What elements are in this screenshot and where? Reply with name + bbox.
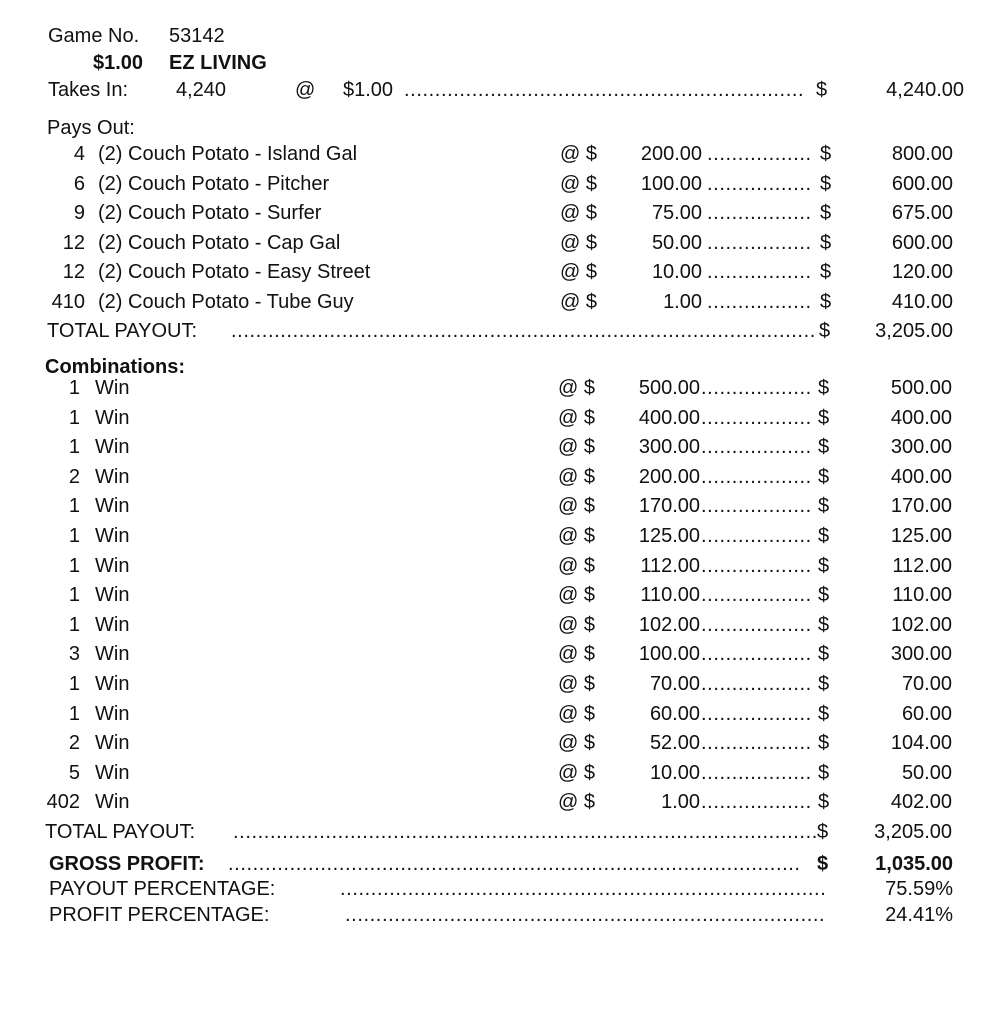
payout-total-label: TOTAL PAYOUT: xyxy=(47,320,198,342)
payout-total: 600.00 xyxy=(891,172,953,195)
combination-description: Win xyxy=(95,584,130,607)
combinations-total-currency: $ xyxy=(817,821,829,843)
combination-total: 60.00 xyxy=(901,702,952,725)
leader-dots xyxy=(707,203,811,223)
combination-count: 1 xyxy=(68,377,80,399)
leader-dots xyxy=(404,80,806,100)
takes-in-price: $1.00 xyxy=(343,79,394,101)
payout-count: 12 xyxy=(62,261,85,284)
payout-currency: $ xyxy=(820,143,832,165)
combination-total: 400.00 xyxy=(890,465,952,488)
combination-price: 60.00 xyxy=(649,702,700,725)
payout-description: (2) Couch Potato - Easy Street xyxy=(98,261,371,284)
pays-out-label: Pays Out: xyxy=(47,117,135,139)
payout-currency: $ xyxy=(820,172,832,195)
leader-dots xyxy=(701,733,811,753)
combination-description: Win xyxy=(95,554,130,577)
payout-count: 9 xyxy=(73,202,85,225)
combination-count: 5 xyxy=(68,761,80,784)
combination-total: 70.00 xyxy=(901,673,952,695)
combination-description: Win xyxy=(95,643,130,666)
combination-total: 110.00 xyxy=(892,584,952,607)
payout-at: @ $ xyxy=(560,172,597,195)
game-name: EZ LIVING xyxy=(169,52,267,74)
combination-count: 402 xyxy=(46,791,80,814)
combination-total: 50.00 xyxy=(901,761,952,784)
payout-at: @ $ xyxy=(560,261,597,284)
payout-at: @ $ xyxy=(560,231,597,254)
combination-description: Win xyxy=(95,613,130,636)
combination-total: 170.00 xyxy=(890,495,952,518)
payout-description: (2) Couch Potato - Island Gal xyxy=(98,143,358,165)
combination-count: 1 xyxy=(68,673,80,695)
combination-price: 170.00 xyxy=(638,495,700,518)
payout-total: 120.00 xyxy=(891,261,953,284)
combination-at: @ $ xyxy=(558,643,595,666)
combination-currency: $ xyxy=(818,761,830,784)
leader-dots xyxy=(701,378,811,398)
combination-at: @ $ xyxy=(558,465,595,488)
payout-at: @ $ xyxy=(560,291,597,313)
combination-description: Win xyxy=(95,377,130,399)
takes-in-at: @ xyxy=(295,79,316,101)
game-no-label: Game No. xyxy=(48,25,140,47)
payout-total: 410.00 xyxy=(891,291,953,313)
combination-description: Win xyxy=(95,673,130,695)
combination-price: 10.00 xyxy=(649,761,700,784)
combination-total: 402.00 xyxy=(890,791,952,814)
combination-description: Win xyxy=(95,791,130,814)
combination-count: 1 xyxy=(68,406,80,429)
gross-profit: 1,035.00 xyxy=(875,853,953,875)
payout-price: 10.00 xyxy=(651,261,702,284)
combination-total: 125.00 xyxy=(890,525,952,547)
leader-dots xyxy=(707,292,811,312)
payout-at: @ $ xyxy=(560,202,597,225)
payout-at: @ $ xyxy=(560,143,597,165)
combination-currency: $ xyxy=(818,377,830,399)
combination-at: @ $ xyxy=(558,761,595,784)
combination-currency: $ xyxy=(818,613,830,636)
leader-dots xyxy=(701,556,811,576)
payout-percentage-label: PAYOUT PERCENTAGE: xyxy=(49,878,276,900)
combination-currency: $ xyxy=(818,673,830,695)
combination-at: @ $ xyxy=(558,613,595,636)
payout-total-currency: $ xyxy=(819,320,831,342)
leader-dots xyxy=(701,644,811,664)
leader-dots xyxy=(345,905,827,925)
combination-count: 1 xyxy=(68,436,80,459)
game-price: $1.00 xyxy=(93,52,144,74)
combination-total: 300.00 xyxy=(890,643,952,666)
payout-price: 50.00 xyxy=(651,231,702,254)
combinations-label: Combinations: xyxy=(45,356,185,378)
leader-dots xyxy=(701,437,811,457)
payout-total: 600.00 xyxy=(891,231,953,254)
gross-profit-currency: $ xyxy=(817,853,829,875)
leader-dots xyxy=(701,585,811,605)
leader-dots xyxy=(707,262,811,282)
leader-dots xyxy=(701,763,811,783)
combination-at: @ $ xyxy=(558,673,595,695)
combination-count: 1 xyxy=(68,495,80,518)
combination-price: 70.00 xyxy=(649,673,700,695)
profit-percentage: 24.41% xyxy=(885,904,953,926)
combination-currency: $ xyxy=(818,525,830,547)
payout-currency: $ xyxy=(820,291,832,313)
combination-description: Win xyxy=(95,465,130,488)
combination-total: 400.00 xyxy=(890,406,952,429)
combination-count: 1 xyxy=(68,554,80,577)
combination-total: 500.00 xyxy=(890,377,952,399)
combination-price: 110.00 xyxy=(640,584,700,607)
combination-price: 200.00 xyxy=(638,465,700,488)
leader-dots xyxy=(701,467,811,487)
combination-total: 104.00 xyxy=(890,732,952,755)
combination-total: 102.00 xyxy=(890,613,952,636)
combination-price: 1.00 xyxy=(661,791,700,814)
combination-at: @ $ xyxy=(558,554,595,577)
combination-price: 400.00 xyxy=(638,406,700,429)
leader-dots xyxy=(707,144,811,164)
combination-description: Win xyxy=(95,436,130,459)
combination-price: 52.00 xyxy=(649,732,700,755)
combination-at: @ $ xyxy=(558,377,595,399)
combination-currency: $ xyxy=(818,732,830,755)
game-no: 53142 xyxy=(169,25,225,47)
combination-description: Win xyxy=(95,761,130,784)
payout-price: 100.00 xyxy=(640,172,702,195)
combination-at: @ $ xyxy=(558,406,595,429)
combination-currency: $ xyxy=(818,643,830,666)
combination-total: 112.00 xyxy=(892,554,952,577)
combination-description: Win xyxy=(95,525,130,547)
combination-currency: $ xyxy=(818,436,830,459)
combination-description: Win xyxy=(95,406,130,429)
payout-description: (2) Couch Potato - Tube Guy xyxy=(98,291,354,313)
leader-dots xyxy=(701,674,811,694)
combinations-total: 3,205.00 xyxy=(874,821,952,843)
takes-in-label: Takes In: xyxy=(48,79,129,101)
payout-price: 200.00 xyxy=(640,143,702,165)
payout-description: (2) Couch Potato - Pitcher xyxy=(98,172,330,195)
leader-dots xyxy=(340,879,827,899)
leader-dots xyxy=(701,792,811,812)
combination-at: @ $ xyxy=(558,702,595,725)
payout-count: 4 xyxy=(73,143,85,165)
combination-description: Win xyxy=(95,495,130,518)
combination-at: @ $ xyxy=(558,732,595,755)
combination-at: @ $ xyxy=(558,436,595,459)
leader-dots xyxy=(701,704,811,724)
leader-dots xyxy=(701,526,811,546)
combination-count: 1 xyxy=(68,584,80,607)
payout-total: 800.00 xyxy=(891,143,953,165)
leader-dots xyxy=(701,408,811,428)
combination-at: @ $ xyxy=(558,791,595,814)
combination-price: 100.00 xyxy=(638,643,700,666)
leader-dots xyxy=(707,174,811,194)
combination-currency: $ xyxy=(818,495,830,518)
combination-total: 300.00 xyxy=(890,436,952,459)
combination-currency: $ xyxy=(818,791,830,814)
payout-currency: $ xyxy=(820,231,832,254)
gross-profit-label: GROSS PROFIT: xyxy=(49,853,205,875)
combination-currency: $ xyxy=(818,406,830,429)
combination-at: @ $ xyxy=(558,584,595,607)
takes-in-count: 4,240 xyxy=(176,79,227,101)
payout-count: 6 xyxy=(73,172,85,195)
combination-at: @ $ xyxy=(558,525,595,547)
combination-currency: $ xyxy=(818,465,830,488)
combination-price: 300.00 xyxy=(638,436,700,459)
leader-dots xyxy=(228,854,800,874)
combination-description: Win xyxy=(95,732,130,755)
takes-in-currency: $ xyxy=(816,79,828,101)
combination-count: 3 xyxy=(68,643,80,666)
combination-count: 2 xyxy=(68,465,80,488)
combination-price: 125.00 xyxy=(638,525,700,547)
payout-price: 75.00 xyxy=(651,202,702,225)
leader-dots xyxy=(701,496,811,516)
payout-total: 675.00 xyxy=(891,202,953,225)
payout-count: 410 xyxy=(51,291,85,313)
payout-total: 3,205.00 xyxy=(875,320,953,342)
combination-currency: $ xyxy=(818,702,830,725)
combination-currency: $ xyxy=(818,554,830,577)
leader-dots xyxy=(231,321,817,341)
combinations-total-label: TOTAL PAYOUT: xyxy=(45,821,196,843)
payout-description: (2) Couch Potato - Surfer xyxy=(98,202,322,225)
combination-description: Win xyxy=(95,702,130,725)
payout-count: 12 xyxy=(62,231,85,254)
profit-percentage-label: PROFIT PERCENTAGE: xyxy=(49,904,270,926)
payout-description: (2) Couch Potato - Cap Gal xyxy=(98,231,341,254)
combination-price: 112.00 xyxy=(640,554,700,577)
payout-percentage: 75.59% xyxy=(885,878,953,900)
takes-in-total: 4,240.00 xyxy=(886,79,964,101)
combination-count: 2 xyxy=(68,732,80,755)
payout-price: 1.00 xyxy=(663,291,702,313)
combination-count: 1 xyxy=(68,525,80,547)
payout-currency: $ xyxy=(820,261,832,284)
combination-price: 500.00 xyxy=(638,377,700,399)
combination-price: 102.00 xyxy=(638,613,700,636)
combination-count: 1 xyxy=(68,702,80,725)
combination-at: @ $ xyxy=(558,495,595,518)
payout-currency: $ xyxy=(820,202,832,225)
combination-count: 1 xyxy=(68,613,80,636)
leader-dots xyxy=(701,615,811,635)
combination-currency: $ xyxy=(818,584,830,607)
leader-dots xyxy=(233,822,817,842)
leader-dots xyxy=(707,233,811,253)
